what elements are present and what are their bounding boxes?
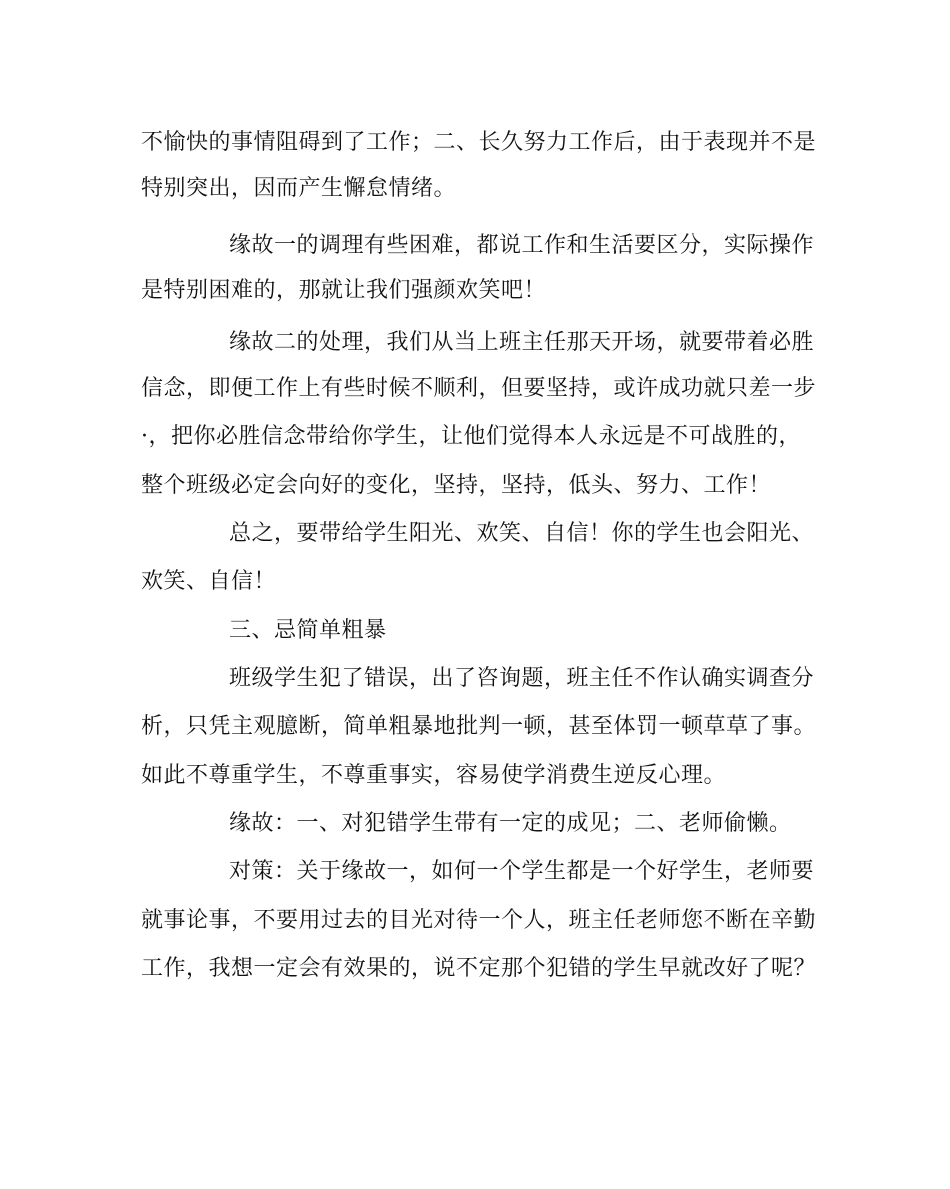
text-line: 工作，我想一定会有效果的，说不定那个犯错的学生早就改好了呢？ <box>141 956 817 981</box>
paragraph-line: 总之，要带给学生阳光、欢笑、自信！你的学生也会阳光、 <box>229 521 815 546</box>
text-line: 就事论事，不要用过去的目光对待一个人，班主任老师您不断在辛勤 <box>141 908 817 933</box>
text-line: ·，把你必胜信念带给你学生，让他们觉得本人永远是不可战胜的， <box>141 424 801 449</box>
text-line: 信念，即便工作上有些时候不顺利，但要坚持，或许成功就只差一步 <box>141 376 817 401</box>
section-heading: 三、忌简单粗暴 <box>229 618 387 643</box>
text-line: 如此不尊重学生，不尊重事实，容易使学消费生逆反心理。 <box>141 763 727 788</box>
paragraph-line: 缘故：一、对犯错学生带有一定的成见；二、老师偷懒。 <box>229 811 792 836</box>
text-line: 整个班级必定会向好的变化，坚持，坚持，低头、努力、工作！ <box>141 473 772 498</box>
paragraph-line: 班级学生犯了错误，出了咨询题，班主任不作认确实调查分 <box>229 666 815 691</box>
paragraph-line: 对策：关于缘故一，如何一个学生都是一个好学生，老师要 <box>229 859 815 884</box>
text-line: 欢笑、自信！ <box>141 569 277 594</box>
text-line: 不愉快的事情阻碍到了工作；二、长久努力工作后，由于表现并不是 <box>141 130 817 155</box>
text-line: 是特别困难的，那就让我们强颜欢笑吧！ <box>141 278 547 303</box>
text-line: 特别突出，因而产生懈怠情绪。 <box>141 176 457 201</box>
paragraph-line: 缘故一的调理有些困难，都说工作和生活要区分，实际操作 <box>229 233 815 258</box>
text-line: 析，只凭主观臆断，简单粗暴地批判一顿，甚至体罚一顿草草了事。 <box>141 714 817 739</box>
paragraph-line: 缘故二的处理，我们从当上班主任那天开场，就要带着必胜 <box>229 330 815 355</box>
